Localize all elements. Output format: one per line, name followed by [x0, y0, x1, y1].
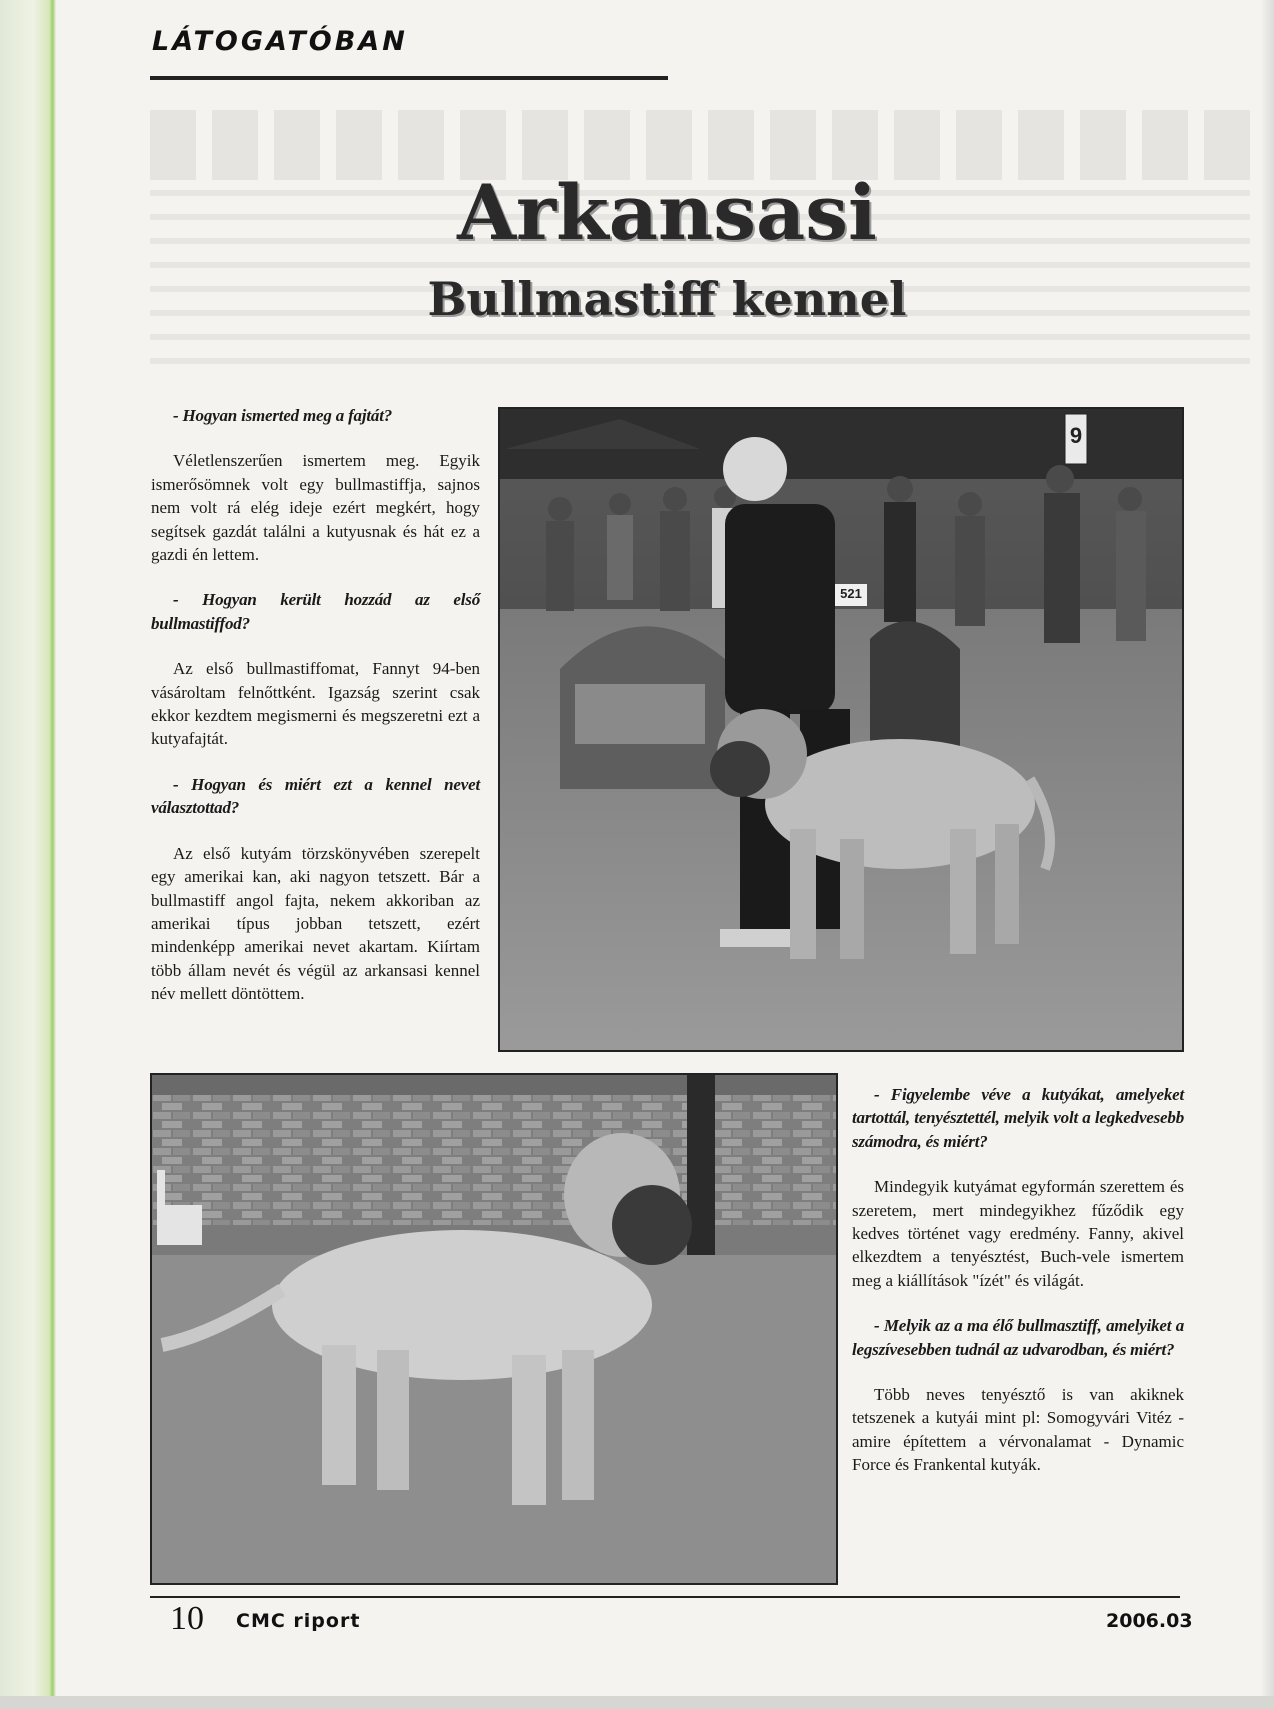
left-spacer [151, 427, 480, 449]
ring-sign-number: 9 [1069, 423, 1083, 448]
right-question: - Melyik az a ma élő bullmasztiff, amelyiket a legszívesebben tudnál az udvarodban, és miért? [852, 1316, 1184, 1359]
photo-handler-with-dog [498, 407, 1184, 1052]
left-question: - Hogyan került hozzád az első bullmastiffod? [151, 590, 480, 633]
left-answer: Véletlenszerűen ismertem meg. Egyik ismerősömnek volt egy bullmastiffja, sajnos nem volt rá elég ideje ezért megkért, hogy segítsek gazdát találni a kutyusnak és hát ez a gazdi én lettem. [151, 451, 480, 565]
left-answer: Az első kutyám törzskönyvében szerepelt egy amerikai kan, aki nagyon tetszett. Bár a bullmastiff angol fajta, nekem akkoriban az amerikai típus jobban tetszett, ezért mindenképp amerikai nevet akartam. Kiírtam több állam nevét és végül az arkansasi kennel név mellett döntöttem. [151, 843, 480, 1004]
bullmastiff-illustration [152, 1075, 836, 1583]
photo-bullmastiff-standing [150, 1073, 838, 1585]
footer-rule [150, 1596, 1180, 1598]
section-rule [150, 76, 668, 80]
right-answer: Több neves tenyésztő is van akiknek tetszenek a kutyái mint pl: Somogyvári Vitéz - amire építettem a vérvonalamat - Dynamic Force és Frankental kutyák. [852, 1385, 1184, 1475]
left-spacer [151, 635, 480, 657]
left-question: - Hogyan ismerted meg a fajtát? [173, 406, 393, 425]
footer-page-number: 10 [170, 1600, 204, 1637]
article-title: Arkansasi [457, 168, 877, 257]
left-spacer [151, 820, 480, 842]
left-question: - Hogyan és miért ezt a kennel nevet választottad? [151, 774, 480, 818]
left-text-column [151, 404, 480, 1006]
left-answer: Az első bullmastiffomat, Fannyt 94-ben vásároltam felnőttként. Igazság szerint csak ekkor kezdtem megismerni és megszeretni ezt a kutyafajtát. [151, 659, 480, 749]
dog-show-illustration [500, 409, 1182, 1050]
right-spacer [852, 1153, 1184, 1175]
left-spacer [151, 566, 480, 588]
right-spacer [852, 1361, 1184, 1383]
footer-magazine-name: CMC riport [236, 1610, 361, 1632]
left-spacer [151, 751, 480, 773]
page-edge-bottom [0, 1696, 1274, 1709]
article-subtitle: Bullmastiff kennel [427, 272, 907, 326]
right-text-column [852, 1083, 1184, 1477]
footer-issue: 2006.03 [1106, 1610, 1193, 1632]
right-spacer [852, 1292, 1184, 1314]
right-answer: Mindegyik kutyámat egyformán szerettem és szeretem, mert mindegyikhez fűződik egy kedves történet vagy eredmény. Fanny, akivel elkezdtem a tenyésztést, Buch-vele ismertem meg a kiállítások "ízét" és világát. [852, 1177, 1184, 1290]
right-question: - Figyelembe véve a kutyákat, amelyeket tartottál, tenyésztettél, melyik volt a legkedvesebb számodra, és miért? [852, 1085, 1184, 1151]
section-label: LÁTOGATÓBAN [152, 26, 408, 57]
bib-number: 521 [840, 586, 862, 601]
